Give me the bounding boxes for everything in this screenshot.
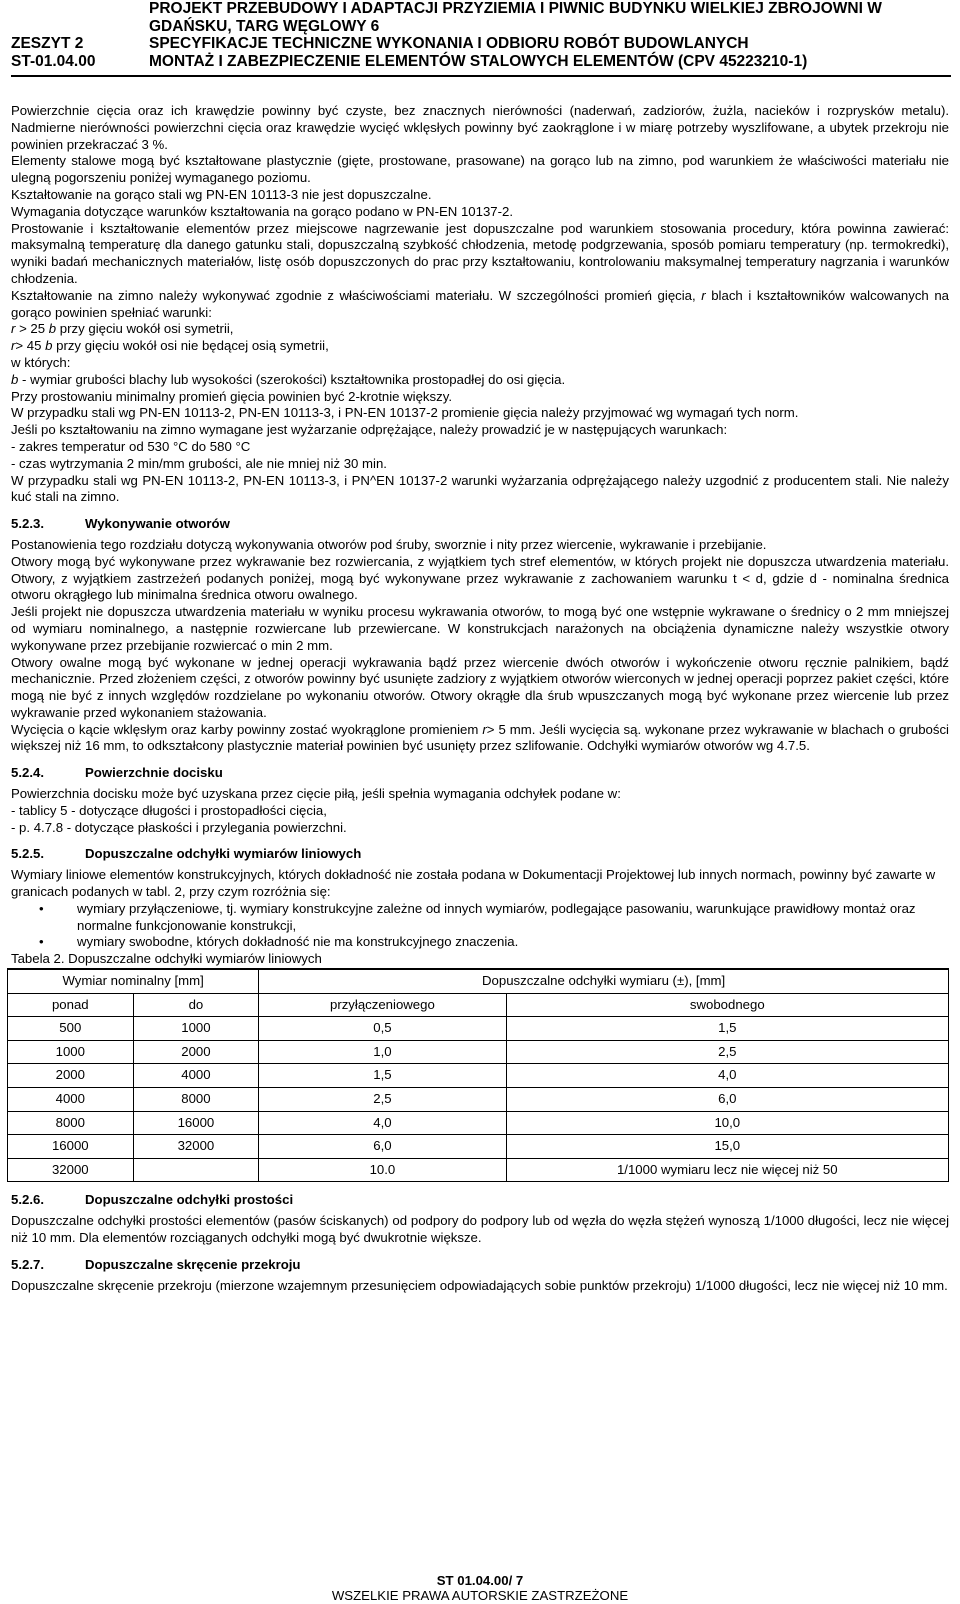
table-cell: 1000 xyxy=(133,1017,259,1041)
page-number: ST 01.04.00/ 7 xyxy=(436,1573,524,1588)
table-group-header xyxy=(8,969,949,993)
table-cell: 4,0 xyxy=(259,1111,506,1135)
table-cell xyxy=(133,1158,259,1182)
paragraph: Prostowanie i kształtowanie elementów przez miejscowe nagrzewanie jest dopuszczalne pod warunkiem stosowania procedury, która powinna zawierać: maksymalną temperaturę dla danego gatunku stali, dopuszczalną szybkość chłodzenia, metodę podgrzewania, sposób pomiaru temperatury (np. termokredki), wyniki badań mechanicznych materiałów, listę osób dopuszczonych do prac przy kształtowaniu, kontrolowaniu maksymalnej temperatury nagrzania i warunków chłodzenia. xyxy=(11,220,949,286)
header-section-title: MONTAŻ I ZABEZPIECZENIE ELEMENTÓW STALOWYCH ELEMENTÓW (CPV 45223210-1) xyxy=(149,52,808,70)
table-cell: 4000 xyxy=(133,1064,259,1088)
section-heading xyxy=(11,1257,949,1274)
table-row xyxy=(8,1111,949,1135)
table-cell: 32000 xyxy=(8,1158,134,1182)
paragraph: - tablicy 5 - dotyczące długości i prostopadłości cięcia, xyxy=(11,802,327,818)
section-number: 5.2.6. xyxy=(11,1192,44,1208)
header-project-line1: PROJEKT PRZEBUDOWY I ADAPTACJI PRZYZIEMIA I PIWNIC BUDYNKU WIELKIEJ ZBROJOWNI W xyxy=(149,0,882,17)
table-row xyxy=(8,1040,949,1064)
paragraph: Jeśli projekt nie dopuszcza utwardzenia materiału w wyniku procesu wykrawania otworów, to mogą być one wstępnie wykrawane o średnicy o 2 mm mniejszej od wymiaru nominalnego, a następnie rozwiercane lub przewiercane. W konstrukcjach narażonych na obciążenia dynamiczne należy wszystkie otwory wykonywane przez przebijanie rozwiercać o min 2 mm. xyxy=(11,604,949,653)
group-header-nominal: Wymiar nominalny [mm] xyxy=(8,969,259,993)
table-cell: 2,5 xyxy=(259,1088,506,1112)
table-row xyxy=(8,1064,949,1088)
section-number: 5.2.5. xyxy=(11,846,44,862)
table-cell: 4,0 xyxy=(506,1064,948,1088)
paragraph: Powierzchnie cięcia oraz ich krawędzie powinny być czyste, bez znacznych nierówności (naderwań, zadziorów, żużla, nacieków i rozprysków metalu). Nadmierne nierówności powierzchni cięcia oraz krawędzie wycięć wklęsłych powinny być zaokrąglone i w miarę potrzeby wyszlifowane, a ubytek przekroju nie powinien przekraczać 3 %. xyxy=(11,103,949,152)
header-divider xyxy=(11,75,951,77)
text-run: > 45 xyxy=(15,338,46,354)
column-header: przyłączeniowego xyxy=(259,993,506,1017)
table-cell: 2,5 xyxy=(506,1040,948,1064)
paragraph: Powierzchnia docisku może być uzyskana przez cięcie piłą, jeśli spełnia wymagania odchyłek podane w: xyxy=(11,786,621,802)
table-cell: 8000 xyxy=(133,1088,259,1112)
table-row xyxy=(8,1017,949,1041)
section-heading xyxy=(11,516,949,533)
section-title: Dopuszczalne odchyłki prostości xyxy=(85,1192,294,1208)
section-number: 5.2.7. xyxy=(11,1256,44,1272)
table-cell: 4000 xyxy=(8,1088,134,1112)
table-cell: 10,0 xyxy=(506,1111,948,1135)
paragraph: Wymiary liniowe elementów konstrukcyjnych, których dokładność nie została podana w Dokumentacji Projektowej lub innych normach, powinny być zawarte w granicach podanych w tabl. 2, przy czym rozróżnia się: xyxy=(11,867,936,900)
table-cell: 1,0 xyxy=(259,1040,506,1064)
section-number: 5.2.3. xyxy=(11,516,44,532)
paragraph: Przy prostowaniu minimalny promień gięcia powinien być 2-krotnie większy. xyxy=(11,388,452,404)
list-item: • wymiary przyłączeniowe, tj. wymiary konstrukcyjne zależne od innych wymiarów, podlegające pasowaniu, warunkujące prawidłowy montaż oraz normalne funkcjonowanie konstrukcji, xyxy=(11,901,949,935)
list-item: • wymiary swobodne, których dokładność nie ma konstrukcyjnego znaczenia. xyxy=(11,934,949,951)
text-run: blach i kształtowników walcowanych na gorąco powinien spełniać warunki: xyxy=(11,287,949,320)
table-cell: 32000 xyxy=(133,1135,259,1159)
text-run: przy gięciu wokół osi symetrii, xyxy=(56,321,234,337)
table-cell: 500 xyxy=(8,1017,134,1041)
section-heading xyxy=(11,1192,949,1209)
table-cell: 2000 xyxy=(133,1040,259,1064)
variable-r: r xyxy=(11,338,16,354)
copyright-notice: WSZELKIE PRAWA AUTORSKIE ZASTRZEŻONE xyxy=(331,1588,629,1603)
paragraph: w których: xyxy=(11,354,71,370)
header-spec-title: SPECYFIKACJE TECHNICZNE WYKONANIA I ODBIORU ROBÓT BUDOWLANYCH xyxy=(149,35,749,52)
section-number: 5.2.4. xyxy=(11,765,44,781)
table-row xyxy=(8,1158,949,1182)
column-header: ponad xyxy=(8,993,134,1017)
paragraph xyxy=(11,722,949,756)
table-cell: 10.0 xyxy=(259,1158,506,1182)
variable-b: b xyxy=(48,321,57,337)
section-title: Dopuszczalne odchyłki wymiarów liniowych xyxy=(85,846,362,862)
paragraph: Otwory owalne mogą być wykonane w jednej operacji wykrawania bądź przez wiercenie dwóch otworów i wykończenie otworu ręcznie palnikiem, bądź mechanicznie. Przed złożeniem części, z otworów powinny być usunięte zadziory z wyjątkiem otworów wierconych w jednej operacji poprzez pakiet części, które mogą nie być z innych względów rozdzielane po wykonaniu otworów. Otwory okrągłe dla śrub wpuszczanych mogą być wykonane przez wiercenie lub przez wykrawanie przed wykonaniem stażowania. xyxy=(11,654,949,720)
text-run: > 25 xyxy=(15,321,49,337)
table-cell: 1,5 xyxy=(259,1064,506,1088)
table-cell: 0,5 xyxy=(259,1017,506,1041)
paragraph xyxy=(11,288,949,322)
document-body xyxy=(11,103,949,1294)
table-cell: 6,0 xyxy=(506,1088,948,1112)
table-row xyxy=(8,1135,949,1159)
paragraph: Dopuszczalne skręcenie przekroju (mierzone wzajemnym przesunięciem odpowiadających sobie punktów przekroju) 1/1000 długości, lecz nie więcej niż 10 mm. xyxy=(11,1277,948,1293)
paragraph: Elementy stalowe mogą być kształtowane plastycznie (gięte, prostowane, prasowane) na gorąco lub na zimno, pod warunkiem że właściwości materiału nie ulegną pogorszeniu poniżej wymaganego poziomu. xyxy=(11,153,949,186)
variable-b: b xyxy=(45,338,53,354)
variable-r: r xyxy=(701,287,706,303)
column-header: do xyxy=(133,993,259,1017)
paragraph: Jeśli po kształtowaniu na zimno wymagane jest wyżarzanie odprężające, należy prowadzić je w następujących warunkach: xyxy=(11,422,728,438)
variable-r: r xyxy=(11,321,16,337)
tolerance-table xyxy=(7,968,949,1182)
page-footer xyxy=(0,1573,960,1603)
table-cell: 6,0 xyxy=(259,1135,506,1159)
section-heading xyxy=(11,846,949,863)
bullet-list xyxy=(11,901,949,951)
paragraph: Dopuszczalne odchyłki prostości elementów (pasów ściskanych) od podpory do podpory lub od węzła do węzła stężeń wynoszą 1/1000 długości, lecz nie więcej niż 10 mm. Dla elementów rozciąganych odchyłki mogą być dwukrotnie większe. xyxy=(11,1213,949,1245)
table-cell: 16000 xyxy=(8,1135,134,1159)
condition-line xyxy=(11,321,949,338)
table-cell: 1/1000 wymiaru lecz nie więcej niż 50 xyxy=(506,1158,948,1182)
table-cell: 16000 xyxy=(133,1111,259,1135)
condition-line xyxy=(11,338,949,355)
paragraph: Wymagania dotyczące warunków kształtowania na gorąco podano w PN-EN 10137-2. xyxy=(11,203,514,219)
section-title: Wykonywanie otworów xyxy=(85,516,230,532)
table-cell: 15,0 xyxy=(506,1135,948,1159)
text-run: - wymiar grubości blachy lub wysokości (szerokości) kształtownika prostopadłej do osi gięcia. xyxy=(18,371,566,387)
paragraph: W przypadku stali wg PN-EN 10113-2, PN-EN 10113-3, i PN-EN 10137-2 promienie gięcia należy przyjmować wg wymagań tych norm. xyxy=(11,405,799,421)
page-header xyxy=(11,0,951,70)
section-title: Powierzchnie docisku xyxy=(85,765,223,781)
paragraph: - p. 4.7.8 - dotyczące płaskości i przylegania powierzchni. xyxy=(11,819,347,835)
section-heading xyxy=(11,765,949,782)
paragraph: - zakres temperatur od 530 °C do 580 °C xyxy=(11,438,251,454)
paragraph: W przypadku stali wg PN-EN 10113-2, PN-EN 10113-3, i PN^EN 10137-2 warunki wyżarzania odprężającego należy uzgodnić z producentem stali. Nie należy kuć stali na zimno. xyxy=(11,472,949,505)
text-run: Wycięcia o kącie wklęsłym oraz karby powinny zostać wyokrąglone promieniem xyxy=(11,721,483,737)
paragraph: - czas wytrzymania 2 min/mm grubości, ale nie mniej niż 30 min. xyxy=(11,455,387,471)
table-column-header xyxy=(8,993,949,1017)
variable-b: b xyxy=(11,371,19,387)
table-cell: 8000 xyxy=(8,1111,134,1135)
header-project-line2: GDAŃSKU, TARG WĘGLOWY 6 xyxy=(149,17,380,35)
text-run: przy gięciu wokół osi nie będącej osią symetrii, xyxy=(52,338,329,354)
table-cell: 2000 xyxy=(8,1064,134,1088)
definition-line xyxy=(11,372,949,389)
paragraph: Kształtowanie na gorąco stali wg PN-EN 10113-3 nie jest dopuszczalne. xyxy=(11,186,432,202)
paragraph: Postanowienia tego rozdziału dotyczą wykonywania otworów pod śruby, sworznie i nity przez wiercenie, wykrawanie i przebijanie. xyxy=(11,536,767,552)
group-header-tolerance: Dopuszczalne odchyłki wymiaru (±), [mm] xyxy=(259,969,949,993)
header-zeszyt: ZESZYT 2 xyxy=(11,35,84,52)
variable-r: r xyxy=(482,721,487,737)
text-run: Kształtowanie na zimno należy wykonywać zgodnie z właściwościami materiału. W szczególności promień gięcia, xyxy=(11,287,702,303)
table-caption: Tabela 2. Dopuszczalne odchyłki wymiarów liniowych xyxy=(11,951,322,967)
table-cell: 1000 xyxy=(8,1040,134,1064)
table-row xyxy=(8,1088,949,1112)
text-run: > 5 mm. Jeśli wycięcia są. wykonane przez wykrawanie w blachach o grubości większej niż 16 mm, to odkształcony plastycznie materiał powinien być usunięty przez szlifowanie. Odchyłki wymiarów otworów wg 4.7.5. xyxy=(11,721,949,754)
column-header: swobodnego xyxy=(506,993,948,1017)
section-title: Dopuszczalne skręcenie przekroju xyxy=(85,1256,301,1272)
paragraph: Otwory mogą być wykonywane przez wykrawanie bez rozwiercania, z wyjątkiem tych stref elementów, w których projekt nie dopuszcza utwardzenia materiału. Otwory, z wyjątkiem zastrzeżeń podanych poniżej, mogą być wykonywane przez wykrawanie z zachowaniem warunku t < d, gdzie d - nominalna średnica otworu okrągłego lub minimalna średnica otworu owalnego. xyxy=(11,553,949,603)
header-code: ST-01.04.00 xyxy=(11,52,96,70)
table-cell: 1,5 xyxy=(506,1017,948,1041)
